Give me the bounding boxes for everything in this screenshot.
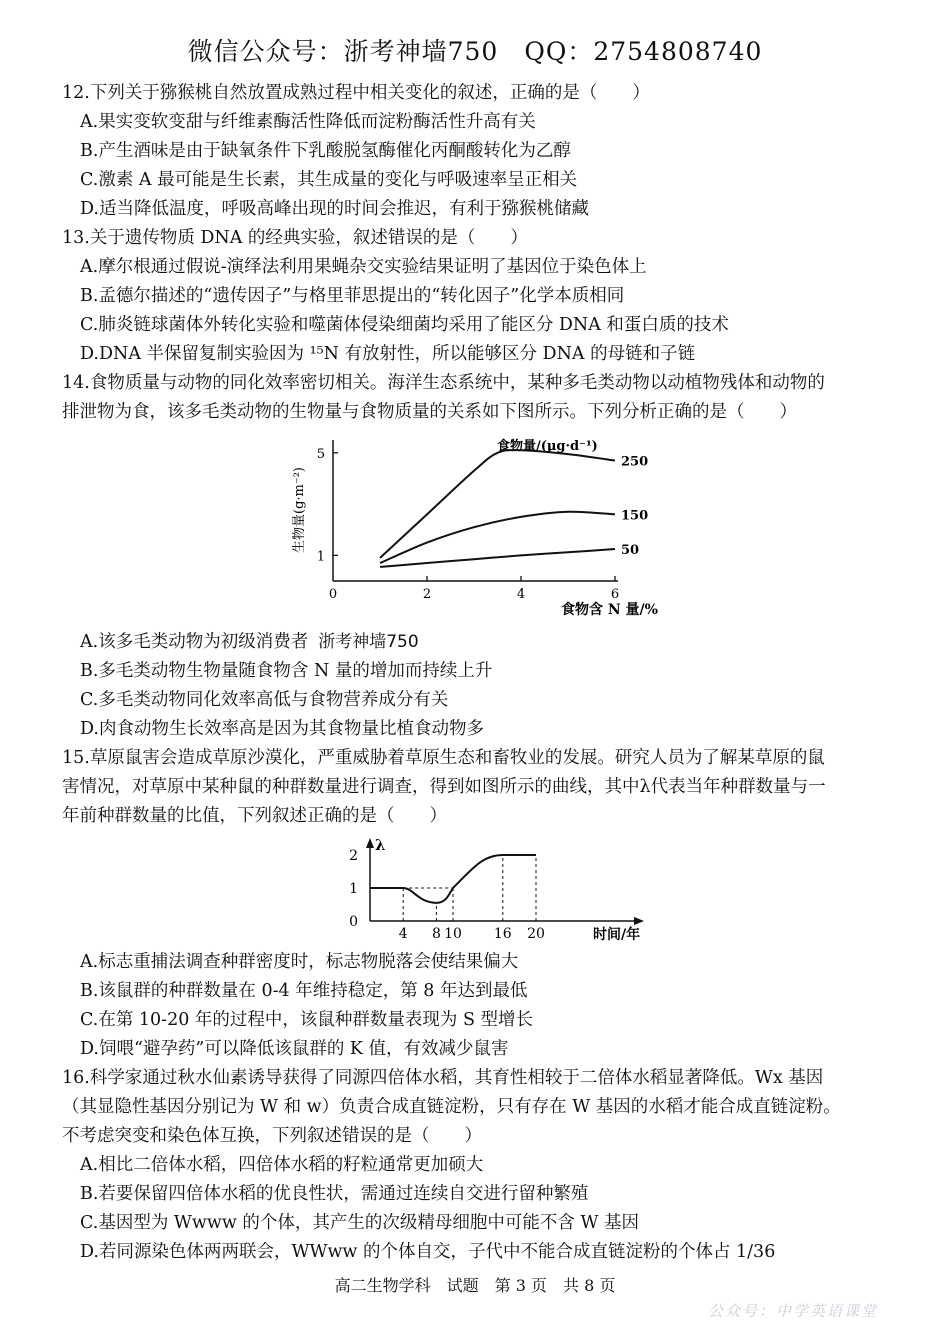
chart2-x-tick-label: 10 — [444, 926, 462, 942]
chart2-x-tick-label: 20 — [527, 926, 545, 942]
q13-option-b: B.孟德尔描述的“遗传因子”与格里菲思提出的“转化因子”化学本质相同 — [80, 286, 625, 306]
chart1-series-line-150 — [380, 512, 615, 563]
chart1-series-label-250: 250 — [621, 454, 649, 470]
chart2-y-tick-label: 1 — [349, 881, 358, 897]
corner-watermark: 公众号：中学英语课堂 — [708, 1302, 879, 1320]
q15-option-b: B.该鼠群的种群数量在 0-4 年维持稳定，第 8 年达到最低 — [80, 981, 528, 1001]
chart1-series-line-50 — [380, 549, 615, 567]
q15-stem-line2: 害情况，对草原中某种鼠的种群数量进行调查，得到如图所示的曲线，其中λ代表当年种群数量与一 — [62, 777, 826, 797]
q16-option-c: C.基因型为 Wwww 的个体，其产生的次级精母细胞中可能不含 W 基因 — [80, 1213, 639, 1233]
chart2-y-tick-label: 0 — [349, 914, 358, 930]
q12-option-d: D.适当降低温度，呼吸高峰出现的时间会推迟，有利于猕猴桃储藏 — [80, 199, 589, 219]
chart1-ylabel: 生物量(g·m⁻²) — [292, 467, 307, 553]
q16-stem-line3: 不考虑突变和染色体互换，下列叙述错误的是（ ） — [62, 1126, 482, 1146]
chart1-y-tick-label: 5 — [316, 446, 325, 462]
chart1-xlabel: 食物含 N 量/% — [561, 602, 658, 618]
page-header: 微信公众号：浙考神墙750 QQ：2754808740 — [187, 37, 763, 66]
q15-stem-line3: 年前种群数量的比值，下列叙述正确的是（ ） — [62, 806, 447, 826]
q13-option-d: D.DNA 半保留复制实验因为 ¹⁵N 有放射性，所以能够区分 DNA 的母链和子链 — [80, 344, 696, 364]
lambda-chart — [330, 832, 660, 947]
chart1-legend-title: 食物量/(μg·d⁻¹) — [497, 439, 598, 454]
biomass-chart — [285, 432, 658, 622]
q14-option-a: A.该多毛类动物为初级消费者 — [80, 632, 309, 652]
q16-option-b: B.若要保留四倍体水稻的优良性状，需通过连续自交进行留种繁殖 — [80, 1184, 589, 1204]
chart2-ylabel: λ — [375, 836, 386, 854]
q14-option-a-row — [80, 630, 419, 654]
chart1-x-tick-label: 0 — [328, 587, 338, 602]
q14-option-d: D.肉食动物生长效率高是因为其食物量比植食动物多 — [80, 719, 484, 739]
q12-option-b: B.产生酒味是由于缺氧条件下乳酸脱氢酶催化丙酮酸转化为乙醇 — [80, 141, 571, 161]
q13-option-a: A.摩尔根通过假说-演绎法利用果蝇杂交实验结果证明了基因位于染色体上 — [80, 257, 647, 277]
q12-option-a: A.果实变软变甜与纤维素酶活性降低而淀粉酶活性升高有关 — [80, 112, 536, 132]
q16-option-a: A.相比二倍体水稻，四倍体水稻的籽粒通常更加硕大 — [80, 1155, 484, 1175]
chart2-x-tick-label: 16 — [493, 926, 512, 942]
chart1-series-label-50: 50 — [621, 542, 640, 558]
q13-option-c: C.肺炎链球菌体外转化实验和噬菌体侵染细菌均采用了能区分 DNA 和蛋白质的技术 — [80, 315, 729, 335]
chart1-x-tick-label: 2 — [422, 587, 432, 602]
q14-stem-line2: 排泄物为食，该多毛类动物的生物量与食物质量的关系如下图所示。下列分析正确的是（ ） — [62, 402, 797, 422]
inline-watermark: 浙考神墙750 — [318, 632, 419, 652]
q15-option-d: D.饲喂“避孕药”可以降低该鼠群的 K 值，有效减少鼠害 — [80, 1039, 509, 1059]
q15-option-a: A.标志重捕法调查种群密度时，标志物脱落会使结果偏大 — [80, 952, 519, 972]
q16-stem-line1: 16.科学家通过秋水仙素诱导获得了同源四倍体水稻，其育性相较于二倍体水稻显著降低。Wx 基因 — [62, 1068, 824, 1088]
chart2-y-tick-label: 2 — [349, 848, 358, 864]
chart1-series-line-250 — [380, 450, 615, 558]
chart2-y-arrow — [366, 838, 374, 848]
chart2-xlabel: 时间/年 — [593, 927, 641, 943]
q14-option-b: B.多毛类动物生物量随食物含 N 量的增加而持续上升 — [80, 661, 493, 681]
q15-stem-line1: 15.草原鼠害会造成草原沙漠化，严重威胁着草原生态和畜牧业的发展。研究人员为了解某草原的鼠 — [62, 748, 825, 768]
q14-option-c: C.多毛类动物同化效率高低与食物营养成分有关 — [80, 690, 449, 710]
chart2-x-tick-label: 8 — [431, 926, 441, 942]
chart2-x-arrow — [634, 917, 644, 925]
chart1-x-tick-label: 4 — [516, 587, 526, 602]
chart1-x-tick-label: 6 — [610, 587, 620, 602]
page-footer: 高二生物学科 试题 第 3 页 共 8 页 — [334, 1276, 616, 1295]
q12-stem: 12.下列关于猕猴桃自然放置成熟过程中相关变化的叙述，正确的是（ ） — [62, 83, 650, 103]
chart1-series-label-150: 150 — [621, 508, 649, 524]
q16-stem-line2: （其显隐性基因分别记为 W 和 w）负责合成直链淀粉，只有存在 W 基因的水稻才能合成直链淀粉。 — [62, 1097, 841, 1117]
q16-option-d: D.若同源染色体两两联会，WWww 的个体自交，子代中不能合成直链淀粉的个体占 1/36 — [80, 1242, 776, 1262]
q12-option-c: C.激素 A 最可能是生长素，其生成量的变化与呼吸速率呈正相关 — [80, 170, 578, 190]
chart2-x-tick-label: 4 — [398, 926, 408, 942]
chart1-y-tick-label: 1 — [316, 549, 325, 565]
q15-option-c: C.在第 10-20 年的过程中，该鼠种群数量表现为 S 型增长 — [80, 1010, 534, 1030]
q13-stem: 13.关于遗传物质 DNA 的经典实验，叙述错误的是（ ） — [62, 228, 528, 248]
q14-stem-line1: 14.食物质量与动物的同化效率密切相关。海洋生态系统中，某种多毛类动物以动植物残体和动物的 — [62, 373, 825, 393]
